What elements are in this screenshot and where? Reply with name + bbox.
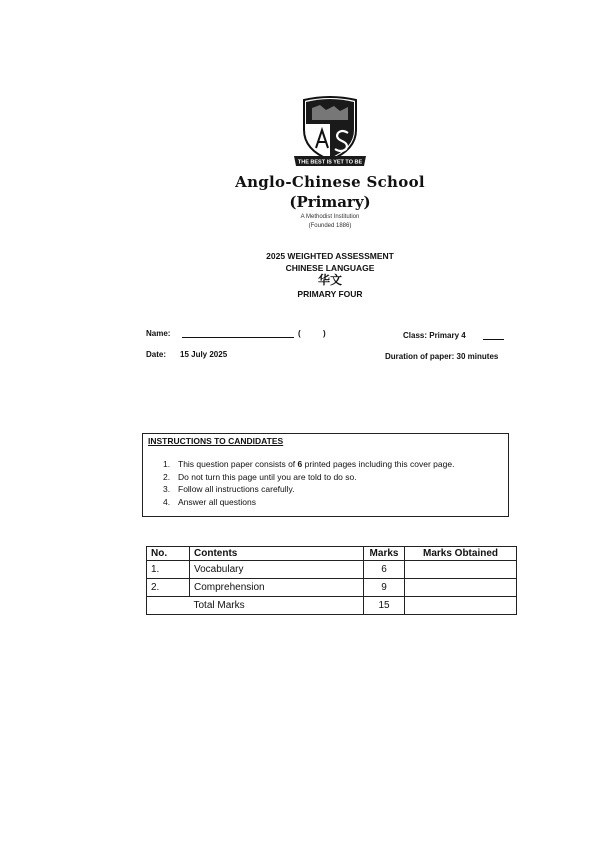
total-marks: 15 xyxy=(364,597,405,615)
instruction-item: 2. Do not turn this page until you are told to do so. xyxy=(163,471,357,482)
assessment-title: 2025 WEIGHTED ASSESSMENT xyxy=(266,251,394,261)
row-contents: Vocabulary xyxy=(190,561,364,579)
instruction-item: 3. Follow all instructions carefully. xyxy=(163,484,295,494)
total-row xyxy=(147,597,517,615)
subject-title: CHINESE LANGUAGE xyxy=(285,263,375,273)
school-subname: (Primary) xyxy=(289,193,371,211)
marks-table xyxy=(146,546,517,615)
row-contents: Comprehension xyxy=(190,579,364,597)
row-obtained[interactable] xyxy=(405,579,517,597)
row-obtained[interactable] xyxy=(405,561,517,579)
table-row xyxy=(147,561,517,579)
school-tagline: A Methodist Institution xyxy=(300,214,360,220)
name-field[interactable] xyxy=(182,337,294,338)
table-row xyxy=(147,579,517,597)
instruction-item: 1. This question paper consists of 6 printed pages including this cover page. xyxy=(163,459,455,469)
row-no: 2. xyxy=(147,579,190,597)
total-label: Total Marks xyxy=(190,597,364,615)
register-number-close: ) xyxy=(323,329,326,338)
total-no xyxy=(147,597,190,615)
header-marks-obtained: Marks Obtained xyxy=(405,547,517,561)
subject-chinese: 华文 xyxy=(317,273,342,287)
date-value: 15 July 2025 xyxy=(180,350,228,359)
register-number-open: ( xyxy=(298,329,301,338)
school-name: Anglo-Chinese School xyxy=(235,173,425,191)
table-header-row xyxy=(147,547,517,561)
total-obtained[interactable] xyxy=(405,597,517,615)
shield-icon xyxy=(290,96,370,172)
duration-text: Duration of paper: 30 minutes xyxy=(385,352,499,361)
crest-motto: THE BEST IS YET TO BE xyxy=(297,159,363,166)
class-label: Class: Primary 4 xyxy=(403,331,466,340)
header-contents: Contents xyxy=(190,547,364,561)
row-no: 1. xyxy=(147,561,190,579)
name-label: Name: xyxy=(146,329,171,338)
date-label: Date: xyxy=(146,350,167,359)
header-marks: Marks xyxy=(364,547,405,561)
instruction-item: 4. Answer all questions xyxy=(163,496,256,507)
class-field[interactable] xyxy=(483,339,504,340)
school-founded: (Founded 1886) xyxy=(308,223,352,229)
row-marks: 6 xyxy=(364,561,405,579)
instructions-list xyxy=(163,458,454,508)
school-crest-logo xyxy=(290,96,370,172)
instructions-title: INSTRUCTIONS TO CANDIDATES xyxy=(148,436,284,446)
header-no: No. xyxy=(147,547,190,561)
level-title: PRIMARY FOUR xyxy=(297,289,363,299)
row-marks: 9 xyxy=(364,579,405,597)
